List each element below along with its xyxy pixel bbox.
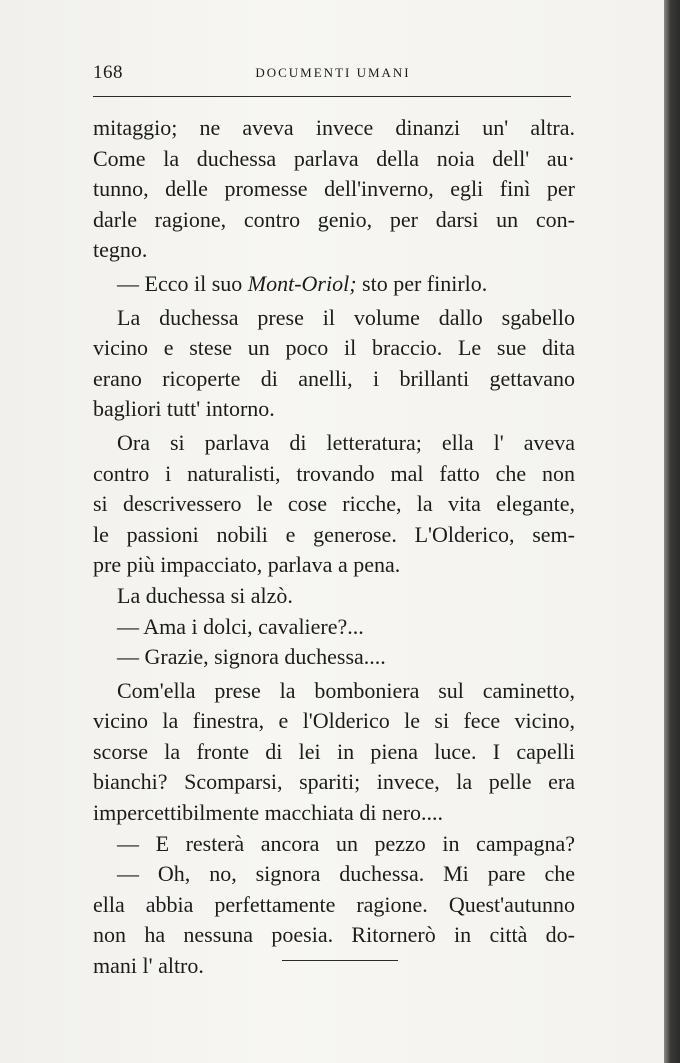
paragraph bbox=[93, 676, 575, 829]
paragraph bbox=[93, 612, 575, 643]
text-line: Ora si parlava di letteratura; ella l' aveva bbox=[117, 429, 575, 455]
text-line: — Oh, no, signora duchessa. Mi pare che bbox=[117, 861, 575, 887]
text-line: darle ragione, contro genio, per darsi un con- bbox=[93, 206, 575, 232]
paragraph bbox=[93, 859, 575, 981]
text-line: bianchi? Scomparsi, spariti; invece, la pelle era bbox=[93, 769, 575, 795]
dialogue-text: sto per finirlo. bbox=[356, 270, 488, 296]
text-line: erano ricoperte di anelli, i brillanti gettavano bbox=[93, 365, 575, 391]
book-title-italic: Mont-Oriol; bbox=[247, 270, 357, 296]
end-rule bbox=[282, 960, 398, 961]
text-line: vicino la finestra, e l'Olderico le si fece vicino, bbox=[93, 708, 575, 734]
header-rule bbox=[93, 96, 571, 97]
text-line: si descrivessero le cose ricche, la vita elegante, bbox=[93, 491, 575, 517]
text-line: le passioni nobili e generose. L'Olderico, sem- bbox=[93, 521, 575, 547]
text-line: bagliori tutt' intorno. bbox=[93, 396, 275, 422]
text-line: impercettibilmente macchiata di nero.... bbox=[93, 800, 444, 826]
page-header bbox=[93, 62, 573, 86]
text-line: — Grazie, signora duchessa.... bbox=[117, 644, 386, 670]
paragraph bbox=[93, 581, 575, 612]
page-number: 168 bbox=[93, 62, 123, 83]
text-line: La duchessa prese il volume dallo sgabello bbox=[117, 304, 575, 330]
paragraph bbox=[93, 829, 575, 860]
paragraph bbox=[93, 642, 575, 673]
text-line: — E resterà ancora un pezzo in campagna? bbox=[117, 830, 575, 856]
paragraph bbox=[93, 269, 575, 300]
text-line: pre più impacciato, parlava a pena. bbox=[93, 552, 401, 578]
text-line: — Ama i dolci, cavaliere?... bbox=[117, 613, 364, 639]
text-line: ella abbia perfettamente ragione. Quest'autunno bbox=[93, 891, 575, 917]
body-text bbox=[93, 113, 575, 982]
text-line: contro i naturalisti, trovando mal fatto che non bbox=[93, 460, 575, 486]
text-line: mitaggio; ne aveva invece dinanzi un' altra. bbox=[93, 115, 575, 140]
text-line: La duchessa si alzò. bbox=[117, 582, 293, 608]
paragraph bbox=[93, 113, 575, 266]
book-spine-edge bbox=[664, 0, 680, 1063]
text-line: Com'ella prese la bomboniera sul caminetto, bbox=[117, 677, 575, 703]
paragraph bbox=[93, 303, 575, 425]
text-line: tunno, delle promesse dell'inverno, egli finì per bbox=[93, 176, 575, 202]
dialogue-text: — Ecco il suo bbox=[117, 270, 248, 296]
text-line: scorse la fronte di lei in piena luce. I capelli bbox=[93, 738, 575, 764]
text-line bbox=[93, 269, 575, 300]
text-line: Come la duchessa parlava della noia dell' au· bbox=[93, 145, 575, 171]
text-line: mani l' altro. bbox=[93, 953, 204, 979]
running-title: DOCUMENTI UMANI bbox=[255, 65, 411, 80]
text-line: vicino e stese un poco il braccio. Le sue dita bbox=[93, 335, 575, 361]
paragraph bbox=[93, 428, 575, 581]
text-line: non ha nessuna poesia. Ritornerò in città do- bbox=[93, 922, 575, 948]
text-line: tegno. bbox=[93, 237, 148, 263]
